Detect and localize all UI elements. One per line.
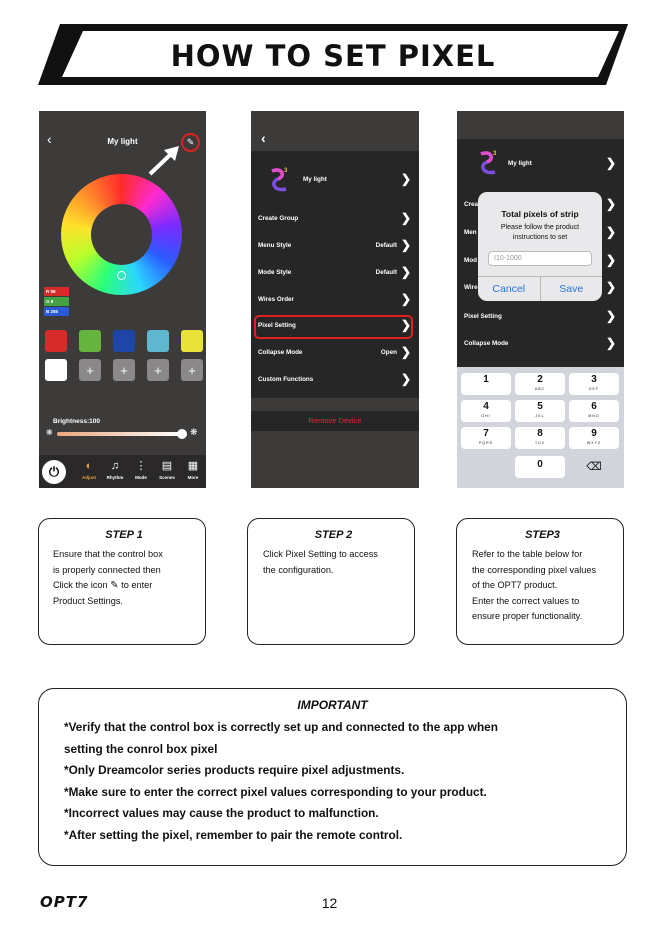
numeric-keypad [457,367,624,488]
wheel-center [91,204,152,265]
important-line: setting the conrol box pixel [64,741,218,756]
rgb-b: B 255 [44,307,69,316]
chevron-right-icon: ❯ [400,372,411,386]
key-4[interactable]: 4 GHI [461,400,511,422]
brightness-slider[interactable] [57,432,183,436]
important-line: *Only Dreamcolor series products require pixel adjustments. [64,763,405,777]
title-banner [38,24,628,86]
device-name: My light [303,176,327,183]
step-text: Refer to the table below for the corresponding pixel values of the OPT7 product. Enter the correct values to ensure proper functionality. [472,549,597,622]
chevron-right-icon: ❯ [400,345,411,359]
step-text: Click Pixel Setting to access the configuration. [263,549,378,575]
swatch-red[interactable] [45,330,67,352]
rgb-readout [44,287,69,317]
menu-item-mode-style[interactable] [251,260,419,287]
step-text: Ensure that the control box is properly connected then Click the icon ✎ to enter Product Settings. [53,549,163,606]
swatch-yellow[interactable] [181,330,203,352]
menu-item-pixel-setting[interactable] [457,304,624,331]
add-swatch-icon[interactable]: + [113,359,135,381]
menu-label: Men [464,229,477,236]
menu-value: Open [380,349,397,356]
menu-item-create-group[interactable] [251,206,419,233]
device-title: My light [107,137,138,146]
menu-label: Mode Style [258,269,292,276]
chevron-right-icon: ❯ [605,336,616,350]
edit-icon: ✎ [110,580,119,592]
backspace-icon[interactable]: ⌫ [586,461,602,473]
header [251,111,419,151]
arrow-icon [147,145,181,177]
chevron-right-icon: ❯ [400,318,411,332]
key-6[interactable]: 6 MNO [569,400,619,422]
header [457,111,624,139]
key-2[interactable]: 2 ABC [515,373,565,395]
add-swatch-icon[interactable]: + [181,359,203,381]
important-line: *Incorrect values may cause the product to malfunction. [64,806,379,820]
menu-label: Wire [464,284,478,291]
menu-label: Create Group [258,215,299,222]
chevron-right-icon: ❯ [605,156,616,170]
important-line: *Make sure to enter the correct pixel values corresponding to your product. [64,784,487,799]
important-title: IMPORTANT [297,698,368,712]
menu-item-menu-style[interactable] [251,233,419,260]
menu-item-wires-order[interactable] [251,287,419,314]
menu-label: Collapse Mode [464,340,509,347]
menu-label: Pixel Setting [464,313,502,320]
chevron-right-icon: ❯ [400,211,411,225]
important-box [38,688,627,866]
menu-label: Pixel Setting [258,322,296,329]
swatch-blue[interactable] [113,330,135,352]
device-name: My light [508,160,532,167]
back-icon[interactable]: ‹ [261,130,266,146]
svg-text:3: 3 [493,151,497,157]
svg-text:3: 3 [284,168,288,174]
swatch-white[interactable] [45,359,67,381]
step-3-box [456,518,624,645]
sun-small-icon: ❋ [46,428,53,437]
tab-adjust[interactable]: ◐ Adjust [82,459,96,480]
step-2-box [247,518,415,645]
menu-value: Default [375,242,397,249]
remove-device-button[interactable]: Remove Device [251,411,419,431]
menu-label: Crea [464,201,479,208]
menu-label: Mod [464,257,477,264]
power-icon[interactable]: ⏻ [42,460,66,484]
menu-label: Wires Order [258,296,294,303]
menu-item-collapse-mode[interactable] [457,331,624,358]
key-7[interactable]: 7 PQRS [461,427,511,449]
page-number: 12 [321,895,338,911]
dialog-description: Please follow the product instructions to set [500,224,580,241]
rgb-r: R 98 [44,287,69,296]
swatch-green[interactable] [79,330,101,352]
brightness-label: Brightness:100 [53,418,100,425]
cancel-button[interactable]: Cancel [478,277,541,301]
pixel-count-input[interactable]: I10-1000 [488,251,592,266]
chevron-right-icon: ❯ [400,172,411,186]
rgb-g: G 8 [44,297,69,306]
sun-large-icon: ❋ [190,427,198,437]
color-swatches [45,330,203,388]
brand-logo: OPT7 [40,893,89,911]
menu-label: Collapse Mode [258,349,303,356]
chevron-right-icon: ❯ [605,280,616,294]
pixel-dialog [478,192,602,301]
edit-icon[interactable]: ✎ [181,133,200,152]
menu-label: Menu Style [258,242,292,249]
step-title: STEP 2 [314,529,353,541]
chevron-right-icon: ❯ [605,225,616,239]
back-icon[interactable]: ‹ [47,131,52,147]
color-wheel[interactable] [61,174,182,295]
key-5[interactable]: 5 JKL [515,400,565,422]
important-line: *After setting the pixel, remember to pair the remote control. [64,827,403,842]
chevron-right-icon: ❯ [605,253,616,267]
chevron-right-icon: ❯ [400,238,411,252]
device-row[interactable] [457,151,624,178]
add-swatch-icon[interactable]: + [79,359,101,381]
step-title: STEP 1 [105,529,143,541]
step-1-box [38,518,206,645]
key-9[interactable]: 9 WXYZ [569,427,619,449]
important-line: *Verify that the control box is correctly set up and connected to the app when [64,720,498,734]
menu-label: Custom Functions [258,376,314,383]
key-3[interactable]: 3 DEF [569,373,619,395]
tab-mode[interactable]: ⋮ Mode [135,459,147,480]
key-8[interactable]: 8 TUV [515,427,565,449]
chevron-right-icon: ❯ [605,197,616,211]
save-button[interactable]: Save [559,283,584,295]
tab-more[interactable]: ▦ More [187,459,199,480]
chevron-right-icon: ❯ [605,309,616,323]
menu-item-custom-functions[interactable] [251,367,419,394]
key-1[interactable]: 1 [461,373,511,395]
phone-screen-3 [457,111,624,488]
add-swatch-icon[interactable]: + [147,359,169,381]
tab-rhythm[interactable]: ♫ Rhythm [106,459,124,480]
footer-area [251,431,419,488]
swatch-cyan[interactable] [147,330,169,352]
phone-screen-1 [39,111,206,488]
brightness-slider-knob[interactable] [177,429,187,439]
menu-item-pixel-setting[interactable] [251,313,419,340]
wheel-picker-handle[interactable] [117,271,126,280]
key-0[interactable]: 0 [515,456,565,478]
menu-value: Default [375,269,397,276]
bottom-tab-bar [39,455,206,488]
chevron-right-icon: ❯ [400,292,411,306]
chevron-right-icon: ❯ [400,265,411,279]
device-row[interactable] [251,167,419,194]
phone-screen-2 [251,111,419,488]
menu-item-collapse-mode[interactable] [251,340,419,367]
page-title: HOW TO SET PIXEL [170,39,496,73]
tab-scenes[interactable]: ▤ Scenes [159,459,175,480]
step-title: STEP3 [525,529,560,541]
divider [251,398,419,411]
dialog-title: Total pixels of strip [501,209,579,219]
